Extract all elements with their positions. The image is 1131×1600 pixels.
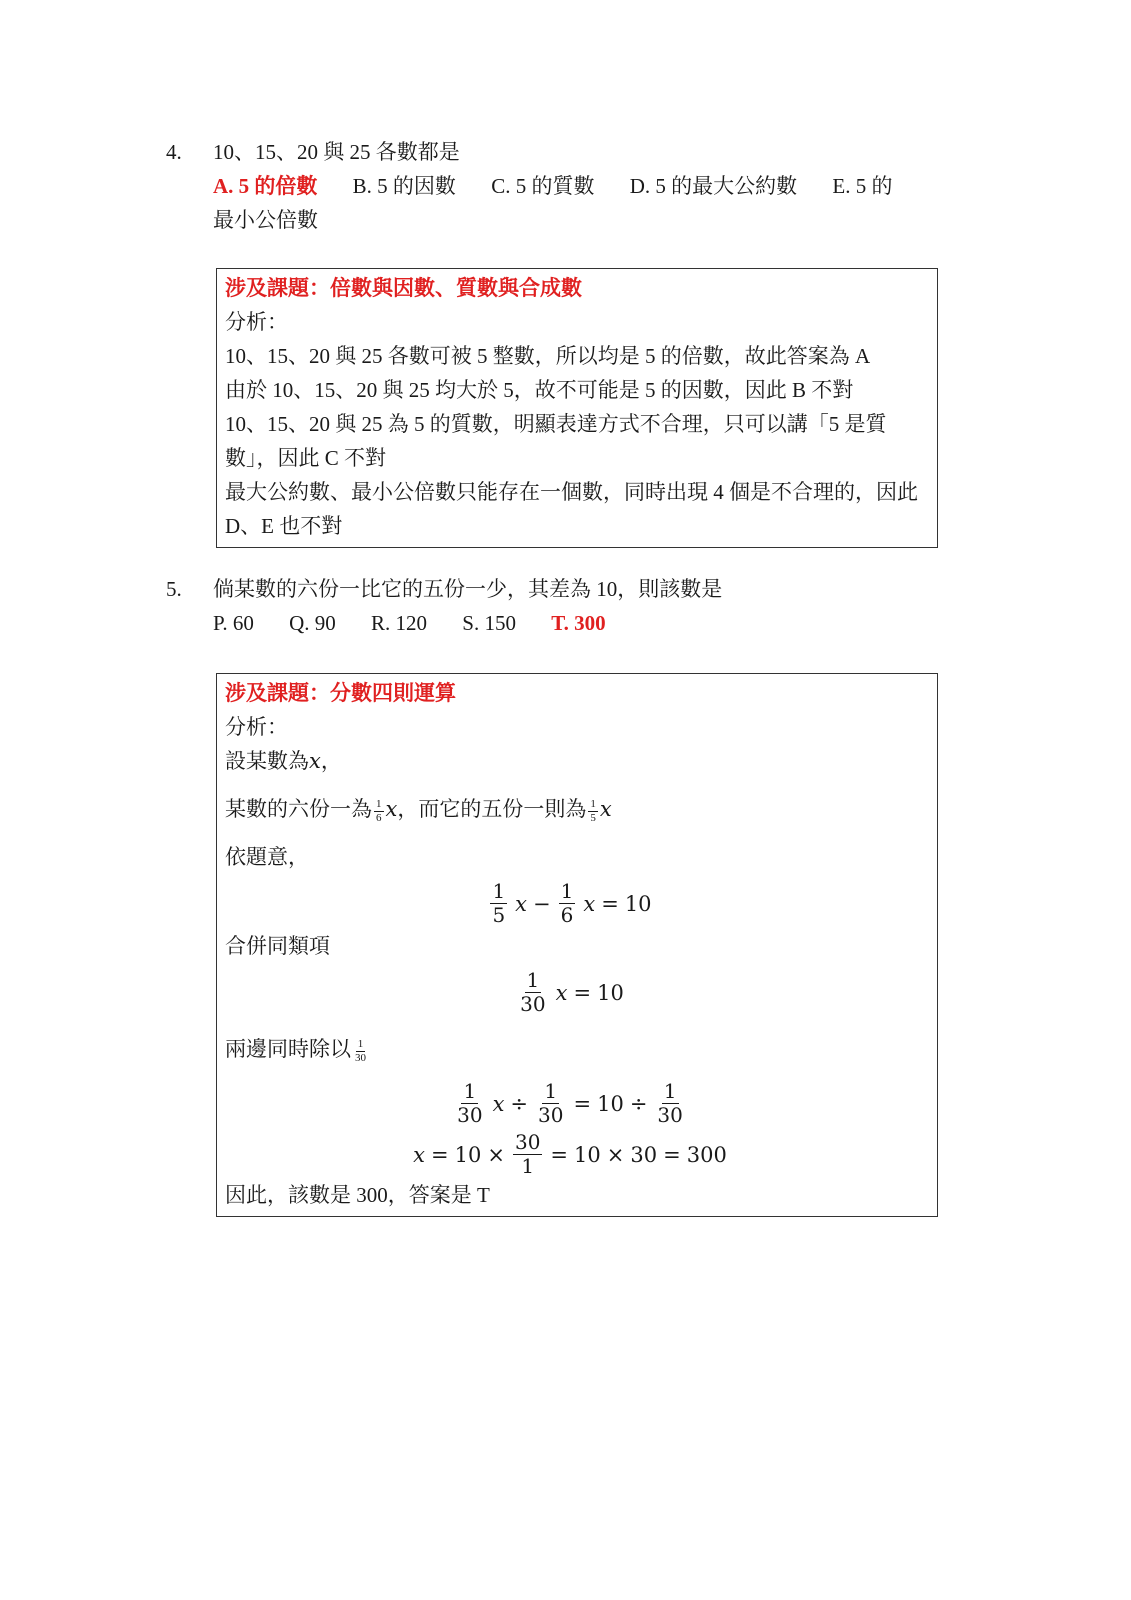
question-number: 5.: [166, 577, 182, 601]
analysis-label: 分析：: [225, 715, 288, 739]
option-c: C. 5 的質數: [491, 174, 595, 198]
analysis-label: 分析：: [225, 310, 288, 334]
equation-2: $\frac{1}{30}$ x = 10: [520, 968, 624, 1016]
fraction-one-thirtieth: $\frac{1}{30}$: [355, 1038, 366, 1064]
analysis-line: 由於 10、15、20 與 25 均大於 5，故不可能是 5 的因數，因此 B 不對: [225, 378, 854, 402]
analysis-line: 10、15、20 與 25 各數可被 5 整數，所以均是 5 的倍數，故此答案為 A: [225, 344, 871, 368]
option-b: B. 5 的因數: [352, 174, 456, 198]
analysis-line: 10、15、20 與 25 為 5 的質數，明顯表達方式不合理，只可以講「5 是質數」，因此 C 不對: [225, 412, 887, 470]
options: [213, 606, 946, 640]
option-d: D. 5 的最大公約數: [629, 174, 798, 198]
option-e-continued: 最小公倍數: [213, 208, 318, 232]
comma: ，: [320, 749, 342, 773]
question-text: 10、15、20 與 25 各數都是: [213, 140, 460, 164]
topic-title: 涉及課題：分數四則運算: [225, 681, 456, 705]
combine-text: 合併同類項: [225, 934, 330, 958]
option-s: S. 150: [462, 611, 516, 635]
math-var: x: [309, 749, 321, 773]
topic-title: 涉及課題：倍數與因數、質數與合成數: [225, 276, 582, 300]
math-var: x: [385, 797, 398, 821]
divide-text: 兩邊同時除以: [225, 1037, 351, 1061]
equation-3: $\frac{1}{30}$ x ÷ $\frac{1}{30}$ = 10 ÷ $\frac{1}{30}$: [457, 1079, 683, 1127]
equation-1: $\frac{1}{5}$ x − $\frac{1}{6}$ x = 10: [492, 879, 652, 927]
let-line: [225, 744, 927, 778]
option-t: T. 300: [551, 611, 606, 635]
analysis-box-q4: [216, 268, 938, 548]
option-r: R. 120: [371, 611, 428, 635]
fraction-line: [225, 792, 927, 826]
question-5: [166, 572, 946, 640]
sixth-text: 某數的六份一為: [225, 797, 372, 821]
conclusion: 因此，該數是 300，答案是 T: [225, 1183, 490, 1207]
fifth-text: ，而它的五份一則為: [397, 797, 587, 821]
divide-line: [225, 1032, 927, 1066]
question-text: 倘某數的六份一比它的五份一少，其差為 10，則該數是: [213, 577, 723, 601]
option-e: E. 5 的: [832, 174, 893, 198]
fraction-one-fifth: $\frac{1}{5}$: [590, 798, 596, 824]
equation-4: x = 10 × $\frac{30}{1}$ = 10 × 30 = 300: [413, 1130, 727, 1178]
option-p: P. 60: [213, 611, 254, 635]
question-number: 4.: [166, 140, 182, 164]
math-var: x: [599, 797, 612, 821]
question-4: [166, 135, 946, 237]
options: [213, 169, 946, 203]
option-a: A. 5 的倍數: [213, 174, 318, 198]
by-question: 依題意，: [225, 845, 309, 869]
let-text: 設某數為: [225, 749, 309, 773]
option-q: Q. 90: [289, 611, 336, 635]
fraction-one-sixth: $\frac{1}{6}$: [376, 798, 382, 824]
analysis-line: 最大公約數、最小公倍數只能存在一個數，同時出現 4 個是不合理的，因此 D、E 也不對: [225, 480, 918, 538]
analysis-box-q5: [216, 673, 938, 1217]
